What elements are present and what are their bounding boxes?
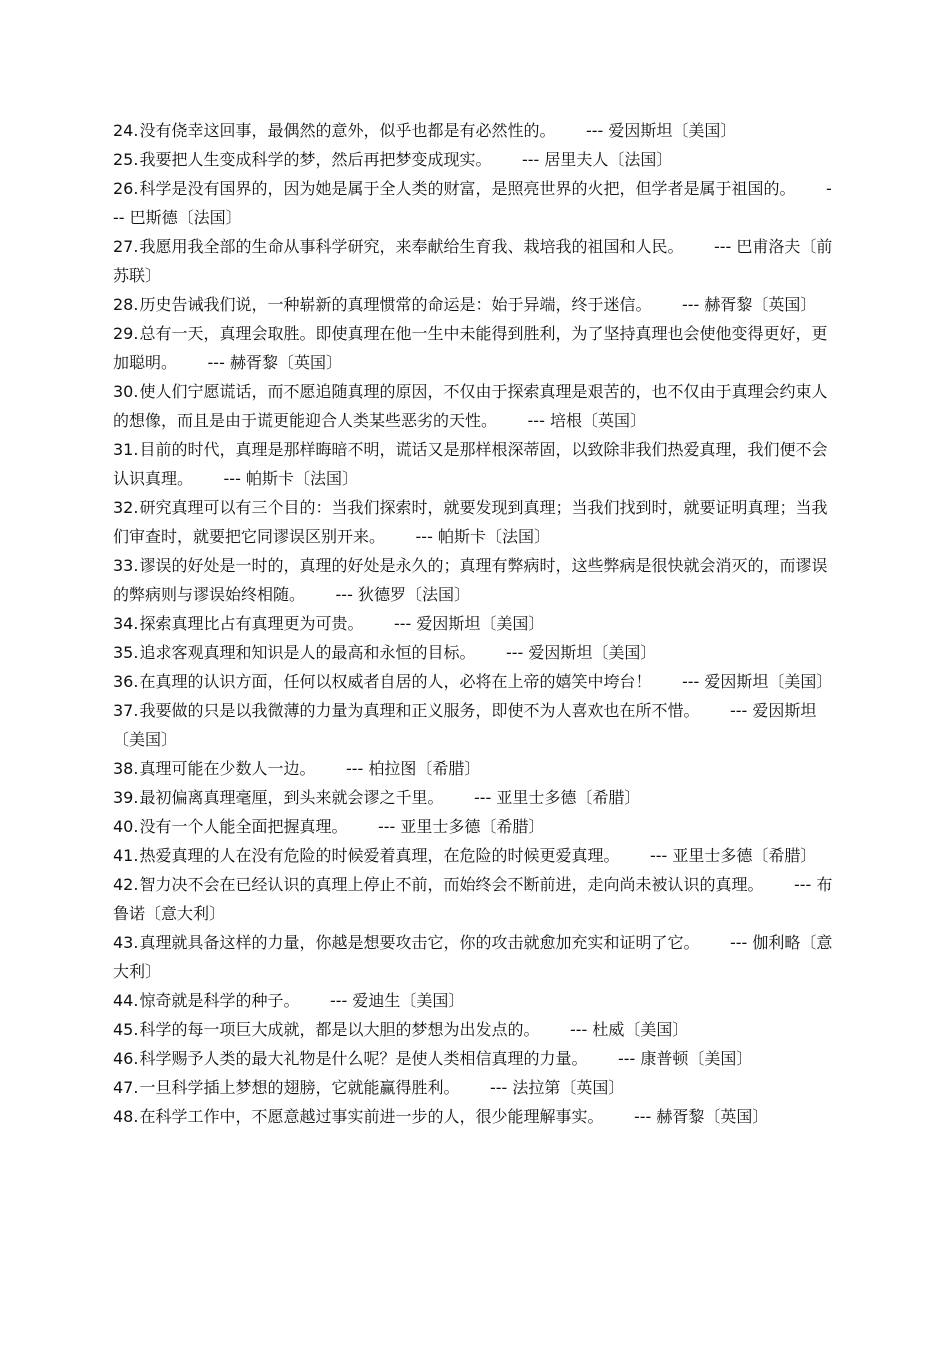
quote-item xyxy=(113,783,837,812)
quote-spacer xyxy=(475,643,506,662)
quote-attribution: --- 亚里士多德〔希腊〕 xyxy=(473,788,641,807)
quote-spacer xyxy=(699,701,730,720)
quote-text: 科学的每一项巨大成就，都是以大胆的梦想为出发点的。 xyxy=(139,1020,540,1039)
quote-attribution: --- 帕斯卡〔法国〕 xyxy=(415,527,550,546)
quote-attribution: --- 康普顿〔美国〕 xyxy=(617,1049,753,1068)
quote-spacer xyxy=(177,353,208,372)
quote-attribution: --- 居里夫人〔法国〕 xyxy=(521,150,673,169)
quote-text: 一旦科学插上梦想的翅膀，它就能赢得胜利。 xyxy=(139,1078,460,1097)
quote-attribution: --- 巴斯德〔法国〕 xyxy=(113,179,832,227)
quote-number: 35. xyxy=(113,643,139,662)
quote-spacer xyxy=(555,121,586,140)
quote-item xyxy=(113,493,837,551)
quote-attribution: --- 亚里士多德〔希腊〕 xyxy=(649,846,817,865)
quote-item xyxy=(113,928,837,986)
quote-text: 没有侥幸这回事，最偶然的意外，似乎也都是有必然性的。 xyxy=(139,121,556,140)
quote-number: 40. xyxy=(113,817,139,836)
quote-item xyxy=(113,667,837,696)
quote-number: 34. xyxy=(113,614,139,633)
quote-item xyxy=(113,812,837,841)
quote-item xyxy=(113,232,837,290)
quote-number: 33. xyxy=(113,556,139,575)
quote-spacer xyxy=(305,585,336,604)
quote-number: 43. xyxy=(113,933,139,952)
quote-spacer xyxy=(385,527,416,546)
quote-spacer xyxy=(795,179,826,198)
quote-text: 历史告诫我们说，一种崭新的真理惯常的命运是：始于异端，终于迷信。 xyxy=(139,295,652,314)
quote-spacer xyxy=(651,295,682,314)
quote-number: 41. xyxy=(113,846,139,865)
quote-attribution: --- 赫胥黎〔英国〕 xyxy=(207,353,342,372)
quote-item xyxy=(113,870,837,928)
quote-number: 42. xyxy=(113,875,139,894)
quote-spacer xyxy=(315,759,346,778)
quote-text: 使人们宁愿谎话，而不愿追随真理的原因，不仅由于探索真理是艰苦的，也不仅由于真理会约束人的想像，而且是由于谎更能迎合人类某些恶劣的天性。 xyxy=(113,382,828,430)
quote-spacer xyxy=(363,614,394,633)
quote-text: 没有一个人能全面把握真理。 xyxy=(139,817,348,836)
quote-text: 在科学工作中，不愿意越过事实前进一步的人，很少能理解事实。 xyxy=(139,1107,604,1126)
quote-item xyxy=(113,1102,837,1131)
quote-spacer xyxy=(619,846,650,865)
quote-item xyxy=(113,1044,837,1073)
quote-text: 我要把人生变成科学的梦，然后再把梦变成现实。 xyxy=(139,150,492,169)
quote-spacer xyxy=(193,469,224,488)
quote-text: 真理可能在少数人一边。 xyxy=(139,759,316,778)
quote-number: 38. xyxy=(113,759,139,778)
quote-spacer xyxy=(497,411,528,430)
quote-number: 28. xyxy=(113,295,139,314)
quote-item xyxy=(113,377,837,435)
quote-attribution: --- 培根〔英国〕 xyxy=(527,411,646,430)
quote-number: 32. xyxy=(113,498,139,517)
quote-spacer xyxy=(683,237,714,256)
quote-number: 31. xyxy=(113,440,139,459)
quote-number: 29. xyxy=(113,324,139,343)
quote-attribution: --- 爱因斯坦〔美国〕 xyxy=(505,643,657,662)
quote-attribution: --- 狄德罗〔法国〕 xyxy=(335,585,470,604)
quote-attribution: --- 巴甫洛夫〔前苏联〕 xyxy=(113,237,833,285)
quote-item xyxy=(113,638,837,667)
quote-text: 在真理的认识方面，任何以权威者自居的人，必将在上帝的嬉笑中垮台！ xyxy=(139,672,652,691)
quote-attribution: --- 伽利略〔意大利〕 xyxy=(113,933,833,981)
quote-text: 真理就具备这样的力量，你越是想要攻击它，你的攻击就愈加充实和证明了它。 xyxy=(139,933,700,952)
quote-attribution: --- 法拉第〔英国〕 xyxy=(489,1078,625,1097)
quote-text: 科学赐予人类的最大礼物是什么呢？是使人类相信真理的力量。 xyxy=(139,1049,588,1068)
quote-spacer xyxy=(443,788,474,807)
quote-item xyxy=(113,609,837,638)
quote-spacer xyxy=(491,150,522,169)
quote-number: 30. xyxy=(113,382,139,401)
quote-text: 谬误的好处是一时的，真理的好处是永久的；真理有弊病时，这些弊病是很快就会消灭的，而谬误的弊病则与谬误始终相随。 xyxy=(113,556,828,604)
quote-text: 最初偏离真理毫厘，到头来就会谬之千里。 xyxy=(139,788,444,807)
quote-text: 智力决不会在已经认识的真理上停止不前，而始终会不断前进，走向尚未被认识的真理。 xyxy=(139,875,764,894)
quote-attribution: --- 杜威〔美国〕 xyxy=(569,1020,689,1039)
quote-text: 我要做的只是以我微薄的力量为真理和正义服务，即使不为人喜欢也在所不惜。 xyxy=(139,701,700,720)
quote-number: 24. xyxy=(113,121,139,140)
quote-item xyxy=(113,319,837,377)
quote-text: 惊奇就是科学的种子。 xyxy=(139,991,300,1010)
quote-item xyxy=(113,290,837,319)
quote-text: 探索真理比占有真理更为可贵。 xyxy=(139,614,364,633)
quote-text: 总有一天，真理会取胜。即使真理在他一生中未能得到胜利，为了坚持真理也会使他变得更好，更加聪明。 xyxy=(113,324,828,372)
quote-attribution: --- 赫胥黎〔英国〕 xyxy=(681,295,817,314)
quote-attribution: --- 赫胥黎〔英国〕 xyxy=(633,1107,769,1126)
quote-text: 科学是没有国界的，因为她是属于全人类的财富，是照亮世界的火把，但学者是属于祖国的。 xyxy=(139,179,796,198)
quote-item xyxy=(113,696,837,754)
quote-number: 48. xyxy=(113,1107,139,1126)
quote-spacer xyxy=(603,1107,634,1126)
quote-number: 37. xyxy=(113,701,139,720)
quote-spacer xyxy=(299,991,330,1010)
quote-attribution: --- 爱因斯坦〔美国〕 xyxy=(681,672,833,691)
quote-number: 26. xyxy=(113,179,139,198)
quote-list xyxy=(113,116,837,1131)
quote-item xyxy=(113,145,837,174)
quote-spacer xyxy=(763,875,794,894)
quote-number: 44. xyxy=(113,991,139,1010)
quote-spacer xyxy=(539,1020,570,1039)
quote-number: 45. xyxy=(113,1020,139,1039)
quote-attribution: --- 爱迪生〔美国〕 xyxy=(329,991,465,1010)
quote-number: 27. xyxy=(113,237,139,256)
quote-item xyxy=(113,551,837,609)
quote-spacer xyxy=(347,817,378,836)
quote-number: 46. xyxy=(113,1049,139,1068)
quote-attribution: --- 亚里士多德〔希腊〕 xyxy=(377,817,545,836)
quote-attribution: --- 爱因斯坦〔美国〕 xyxy=(585,121,737,140)
quote-number: 39. xyxy=(113,788,139,807)
quote-spacer xyxy=(699,933,730,952)
quote-text: 目前的时代，真理是那样晦暗不明，谎话又是那样根深蒂固，以致除非我们热爱真理，我们便不会认识真理。 xyxy=(113,440,828,488)
quote-attribution: --- 帕斯卡〔法国〕 xyxy=(223,469,358,488)
quote-item xyxy=(113,754,837,783)
quote-text: 热爱真理的人在没有危险的时候爱着真理，在危险的时候更爱真理。 xyxy=(139,846,620,865)
quote-number: 47. xyxy=(113,1078,139,1097)
quote-text: 我愿用我全部的生命从事科学研究，来奉献给生育我、栽培我的祖国和人民。 xyxy=(139,237,684,256)
quote-spacer xyxy=(651,672,682,691)
quote-number: 25. xyxy=(113,150,139,169)
quote-spacer xyxy=(459,1078,490,1097)
quote-item xyxy=(113,841,837,870)
quote-spacer xyxy=(587,1049,618,1068)
quote-item xyxy=(113,116,837,145)
quote-item xyxy=(113,1015,837,1044)
quote-item xyxy=(113,986,837,1015)
quote-number: 36. xyxy=(113,672,139,691)
quote-attribution: --- 爱因斯坦〔美国〕 xyxy=(393,614,545,633)
quote-text: 研究真理可以有三个目的：当我们探索时，就要发现到真理；当我们找到时，就要证明真理；当我们审查时，就要把它同谬误区别开来。 xyxy=(113,498,828,546)
quote-item xyxy=(113,1073,837,1102)
quote-attribution: --- 柏拉图〔希腊〕 xyxy=(345,759,481,778)
quote-attribution: --- 布鲁诺〔意大利〕 xyxy=(113,875,833,923)
quote-text: 追求客观真理和知识是人的最高和永恒的目标。 xyxy=(139,643,476,662)
quote-item xyxy=(113,435,837,493)
quote-attribution: --- 爱因斯坦〔美国〕 xyxy=(113,701,817,749)
quote-item xyxy=(113,174,837,232)
